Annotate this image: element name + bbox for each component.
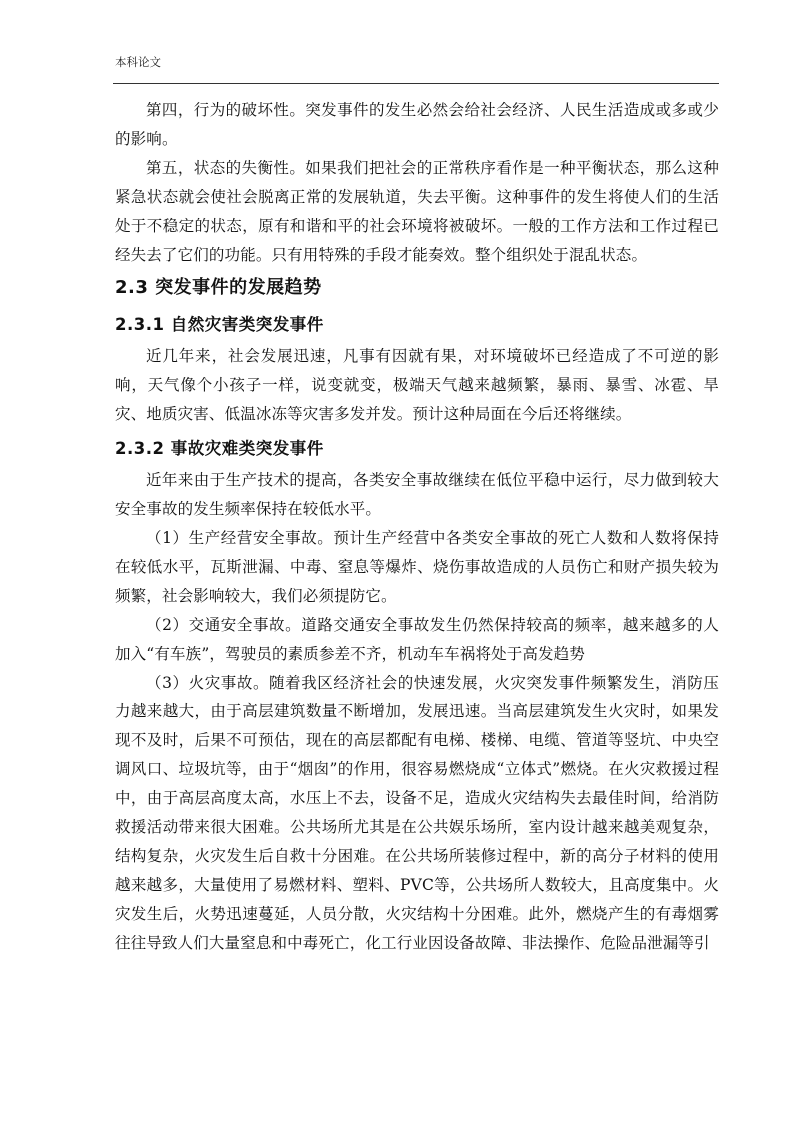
body-paragraph: （1）生产经营安全事故。预计生产经营中各类安全事故的死亡人数和人数将保持在较低水平，瓦斯泄漏、中毒、窒息等爆炸、烧伤事故造成的人员伤亡和财产损失较为频繁，社会影响较大，我们必须提防它。 bbox=[115, 528, 719, 605]
section-heading: 2.3 突发事件的发展趋势 bbox=[115, 277, 322, 299]
body-paragraph: 近年来由于生产技术的提高，各类安全事故继续在低位平稳中运行，尽力做到较大安全事故的发生频率保持在较低水平。 bbox=[115, 471, 719, 519]
body-paragraph: 第四，行为的破坏性。突发事件的发生必然会给社会经济、人民生活造成或多或少的影响。 bbox=[115, 101, 719, 148]
page-header: 本科论文 bbox=[115, 55, 161, 69]
header-divider bbox=[113, 83, 719, 84]
body-paragraph: 第五，状态的失衡性。如果我们把社会的正常秩序看作是一种平衡状态，那么这种紧急状态就会使社会脱离正常的发展轨道，失去平衡。这种事件的发生将使人们的生活处于不稳定的状态，原有和谐和平的社会环境将被破坏。一般的工作方法和工作过程已经失去了它们的功能。只有用特殊的手段才能奏效。整个组织处于混乱状态。 bbox=[115, 158, 719, 264]
subsection-heading: 2.3.2 事故灾难类突发事件 bbox=[115, 439, 324, 459]
subsection-heading: 2.3.1 自然灾害类突发事件 bbox=[115, 315, 324, 335]
body-paragraph: 近几年来，社会发展迅速，凡事有因就有果，对环境破坏已经造成了不可逆的影响，天气像个小孩子一样，说变就变，极端天气越来越频繁，暴雨、暴雪、冰雹、旱灾、地质灾害、低温冰冻等灾害多发并发。预计这种局面在今后还将继续。 bbox=[115, 347, 719, 424]
body-paragraph: （2）交通安全事故。道路交通安全事故发生仍然保持较高的频率，越来越多的人加入“有车族”，驾驶员的素质参差不齐，机动车车祸将处于高发趋势 bbox=[115, 615, 719, 663]
body-paragraph: （3）火灾事故。随着我区经济社会的快速发展，火灾突发事件频繁发生，消防压力越来越大，由于高层建筑数量不断增加，发展迅速。当高层建筑发生火灾时，如果发现不及时，后果不可预估，现在的高层都配有电梯、楼梯、电缆、管道等竖坑、中央空调风口、垃圾坑等，由于“烟囱”的作用，很容易燃烧成“立体式”燃烧。在火灾救援过程中，由于高层高度太高，水压上不去，设备不足，造成火灾结构失去最佳时间，给消防救援活动带来很大困难。公共场所尤其是在公共娱乐场所，室内设计越来越美观复杂，结构复杂，火灾发生后自救十分困难。在公共场所装修过程中，新的高分子材料的使用越来越多，大量使用了易燃材料、塑料、PVC等，公共场所人数较大，且高度集中。火灾发生后，火势迅速蔓延，人员分散，火灾结构十分困难。此外，燃烧产生的有毒烟雾往往导致人们大量窒息和中毒死亡，化工行业因设备故障、非法操作、危险品泄漏等引 bbox=[115, 673, 719, 952]
document-body bbox=[115, 96, 719, 958]
